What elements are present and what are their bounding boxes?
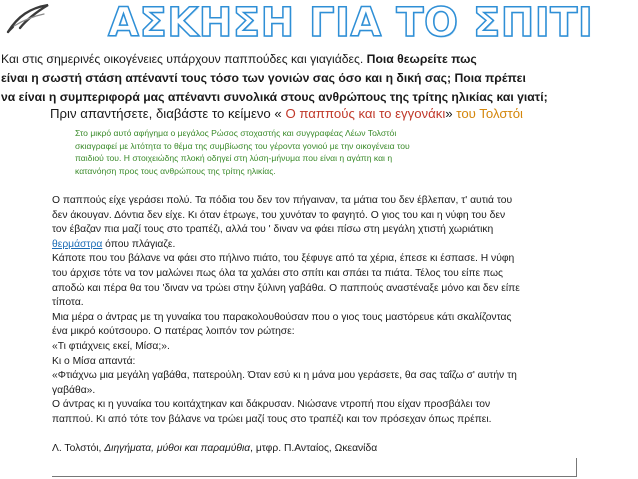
story-line-tail: όπου πλάγιαζε. bbox=[102, 238, 176, 250]
bottom-divider bbox=[52, 458, 577, 477]
intro-line-1 bbox=[1, 50, 637, 69]
story-line: Ο άντρας κι η γυναίκα του κοιτάχτηκαν και δάκρυσαν. Νιώσανε ντροπή που είχαν προσβάλει τον bbox=[52, 399, 491, 411]
story-line: Μια μέρα ο άντρας με τη γυναίκα του παρακολουθούσαν που ο γιος τους μαστόρευε κάτι σκαλίζοντας bbox=[52, 311, 512, 323]
intro-line-2-bold: είναι η σωστή στάση απέναντί τους τόσο των γονιών σας όσο και η δική σας; Ποια πρέπει bbox=[1, 71, 526, 85]
citation-title: Διηγήματα, μύθοι και παραμύθια bbox=[104, 442, 251, 454]
note-line: παιδιού του. Η στοιχειώδης πλοκή οδηγεί στη λύση-μήνυμα που είναι η αγάπη και η bbox=[75, 153, 393, 164]
note-line: κατανόηση προς τους ανθρώπους της τρίτης ηλικίας. bbox=[75, 165, 276, 176]
citation-tail: , μτφρ. Π.Ανταίος, Ωκεανίδα bbox=[250, 442, 378, 454]
intro-line-2 bbox=[1, 69, 637, 88]
intro-line-3-bold: να είναι η συμπεριφορά μας απέναντι συνολικά στους ανθρώπους της τρίτης ηλικίας και γιατί; bbox=[1, 90, 548, 104]
story-line: «Φτιάχνω μια μεγάλη γαβάθα, πατερούλη. Όταν εσύ κι η μάνα μου γεράσετε, θα σας ταΐζω σ' αυτήν τη bbox=[52, 370, 517, 382]
intro-line-1-bold: Ποια θεωρείτε πως bbox=[366, 52, 477, 66]
intro-question bbox=[1, 50, 637, 107]
story-text bbox=[52, 194, 637, 456]
story-line: δεν άκουγαν. Δόντια δεν είχε. Κι όταν έτρωγε, του χυνόταν το φαγητό. Ο γιος του και η νύφη του δεν bbox=[52, 209, 506, 221]
story-line: «Τι φτιάχνεις εκεί, Μίσα;». bbox=[52, 340, 170, 352]
citation bbox=[52, 442, 637, 457]
note-line: σκιαγραφεί με λιτότητα το θέμα της συμβίωσης του γέροντα γονιού με την οικογένεια του bbox=[75, 140, 410, 151]
intro-note bbox=[75, 127, 545, 177]
story-line: του άρχισε τότε να τον μαλώνει πως όλα τα χαλάει στο σπίτι και σπάει τα πιάτα. Τέλος του είπε πως bbox=[52, 267, 503, 279]
prompt-middle: » bbox=[445, 106, 457, 121]
note-line: Στο μικρό αυτό αφήγημα ο μεγάλος Ρώσος στοχαστής και συγγραφέας Λέων Τολστόι bbox=[75, 128, 397, 138]
page-title: ΑΣΚΗΣΗ ΓΙΑ ΤΟ ΣΠΙΤΙ bbox=[108, 0, 594, 46]
intro-line-1-plain: Και στις σημερινές οικογένειες υπάρχουν παππούδες και γιαγιάδες. bbox=[1, 52, 367, 66]
story-line: ένα μικρό κούτσουρο. Ο πατέρας λοιπόν τον ρώτησε: bbox=[52, 326, 295, 338]
story-line bbox=[52, 238, 637, 253]
story-line: τίποτα. bbox=[52, 297, 84, 309]
thermastra-link[interactable]: θερμάστρα bbox=[52, 238, 103, 250]
story-line: Ο παππούς είχε γεράσει πολύ. Τα πόδια του δεν τον πήγαιναν, τα μάτια του δεν έβλεπαν, τ' αυτιά του bbox=[52, 195, 513, 206]
story-line: Κάποτε που του βάλανε να φάει στο πήλινο πιάτο, του ξέφυγε από τα χέρια, έπεσε κι έσπασε. Η νύφη bbox=[52, 253, 515, 265]
story-line: παππού. Κι από τότε τον βάλανε να τρώει μαζί τους στο τραπέζι και τον πρόσεχαν όπως πρέπει. bbox=[52, 413, 492, 425]
story-author: του Τολστόι bbox=[456, 106, 523, 121]
story-title: Ο παππούς και το εγγονάκι bbox=[285, 106, 446, 121]
story-line: γαβάθα». bbox=[52, 384, 96, 396]
prompt-before: Πριν απαντήσετε, διαβάστε το κείμενο « bbox=[50, 106, 286, 121]
citation-author: Λ. Τολστόι, bbox=[52, 442, 105, 454]
reading-prompt bbox=[50, 105, 638, 123]
story-line: τον έβαζαν πια μαζί τους στο τραπέζι, αλλά του ' διναν να φάει πίσω στη μεγάλη χτιστή χωριάτικη bbox=[52, 224, 494, 236]
story-line: Κι ο Μίσα απαντά: bbox=[52, 355, 136, 367]
quill-logo-icon bbox=[4, 2, 52, 36]
story-line: αποδώ και πέρα θα του 'διναν να τρώει στην ξύλινη γαβάθα. Ο παππούς αναστέναξε μόνο και δεν είπε bbox=[52, 282, 520, 294]
